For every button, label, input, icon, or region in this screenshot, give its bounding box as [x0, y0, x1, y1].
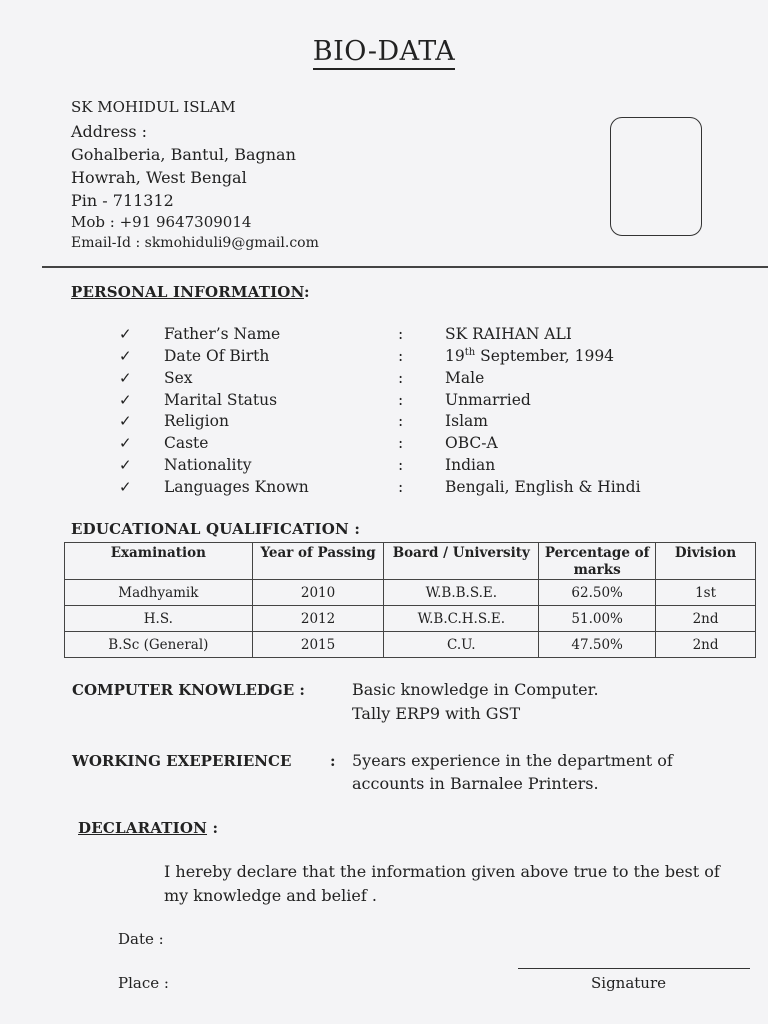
page-title: BIO-DATA — [0, 36, 768, 67]
work-experience-line-2: accounts in Barnalee Printers. — [352, 774, 599, 793]
address-line-3: Pin - 711312 — [71, 191, 174, 210]
field-separator: : — [398, 347, 404, 365]
field-label: Languages Known — [164, 478, 309, 496]
place-label: Place : — [118, 974, 169, 992]
table-cell: C.U. — [384, 632, 539, 658]
field-value: Male — [445, 369, 485, 387]
mobile-number: Mob : +91 9647309014 — [71, 213, 252, 231]
field-separator: : — [398, 456, 404, 474]
field-label: Marital Status — [164, 391, 278, 409]
table-cell: 2012 — [252, 606, 384, 632]
declaration-heading: DECLARATION : — [78, 819, 219, 837]
field-value: Bengali, English & Hindi — [445, 478, 641, 496]
address-line-2: Howrah, West Bengal — [71, 168, 247, 187]
checkmark-icon: ✓ — [119, 434, 132, 452]
field-value: Indian — [445, 456, 496, 474]
signature-label: Signature — [591, 974, 667, 992]
declaration-line-2: my knowledge and belief . — [164, 886, 377, 905]
table-cell: Madhyamik — [65, 580, 253, 606]
table-cell: 51.00% — [539, 606, 656, 632]
field-separator: : — [398, 369, 404, 387]
declaration-line-1: I hereby declare that the information given above true to the best of — [164, 862, 720, 881]
checkmark-icon: ✓ — [119, 478, 132, 496]
checkmark-icon: ✓ — [119, 456, 132, 474]
education-heading: EDUCATIONAL QUALIFICATION : — [71, 520, 361, 538]
table-cell: W.B.B.S.E. — [384, 580, 539, 606]
applicant-name: SK MOHIDUL ISLAM — [71, 98, 236, 116]
checkmark-icon: ✓ — [119, 391, 132, 409]
column-header: Division — [656, 543, 756, 580]
checkmark-icon: ✓ — [119, 412, 132, 430]
field-label: Father’s Name — [164, 325, 281, 343]
table-row — [65, 632, 756, 658]
column-header: Percentage of marks — [539, 543, 656, 580]
work-experience-colon: : — [330, 752, 336, 770]
personal-info-heading: PERSONAL INFORMATION: — [71, 283, 310, 301]
address-line-1: Gohalberia, Bantul, Bagnan — [71, 145, 296, 164]
field-label: Date Of Birth — [164, 347, 270, 365]
work-experience-label: WORKING EXEPERIENCE — [72, 752, 292, 770]
table-cell: 62.50% — [539, 580, 656, 606]
column-header: Board / University — [384, 543, 539, 580]
signature-line — [518, 968, 750, 969]
table-row — [65, 580, 756, 606]
table-cell: 2nd — [656, 632, 756, 658]
field-separator: : — [398, 412, 404, 430]
checkmark-icon: ✓ — [119, 369, 132, 387]
table-cell: W.B.C.H.S.E. — [384, 606, 539, 632]
field-separator: : — [398, 325, 404, 343]
photo-placeholder — [610, 117, 702, 236]
email-address: Email-Id : skmohiduli9@gmail.com — [71, 235, 319, 251]
field-value: Unmarried — [445, 391, 531, 409]
column-header: Examination — [65, 543, 253, 580]
field-label: Nationality — [164, 456, 252, 474]
computer-knowledge-line-2: Tally ERP9 with GST — [352, 704, 521, 723]
field-label: Sex — [164, 369, 193, 387]
table-cell: H.S. — [65, 606, 253, 632]
field-separator: : — [398, 478, 404, 496]
date-label: Date : — [118, 930, 164, 948]
field-value: OBC-A — [445, 434, 498, 452]
education-table — [64, 542, 756, 658]
table-cell: 2010 — [252, 580, 384, 606]
computer-knowledge-line-1: Basic knowledge in Computer. — [352, 680, 599, 699]
field-value: Islam — [445, 412, 488, 430]
table-row — [65, 606, 756, 632]
table-header-row — [65, 543, 756, 580]
field-separator: : — [398, 434, 404, 452]
table-cell: 2015 — [252, 632, 384, 658]
column-header: Year of Passing — [252, 543, 384, 580]
field-separator: : — [398, 391, 404, 409]
header-divider — [42, 266, 768, 268]
field-value: SK RAIHAN ALI — [445, 325, 572, 343]
table-cell: 47.50% — [539, 632, 656, 658]
table-cell: 1st — [656, 580, 756, 606]
checkmark-icon: ✓ — [119, 325, 132, 343]
table-cell: 2nd — [656, 606, 756, 632]
field-value: 19th September, 1994 — [445, 347, 615, 366]
field-label: Religion — [164, 412, 229, 430]
address-label: Address : — [71, 122, 148, 141]
checkmark-icon: ✓ — [119, 347, 132, 365]
field-label: Caste — [164, 434, 209, 452]
table-cell: B.Sc (General) — [65, 632, 253, 658]
work-experience-line-1: 5years experience in the department of — [352, 751, 673, 770]
computer-knowledge-label: COMPUTER KNOWLEDGE : — [72, 681, 305, 699]
